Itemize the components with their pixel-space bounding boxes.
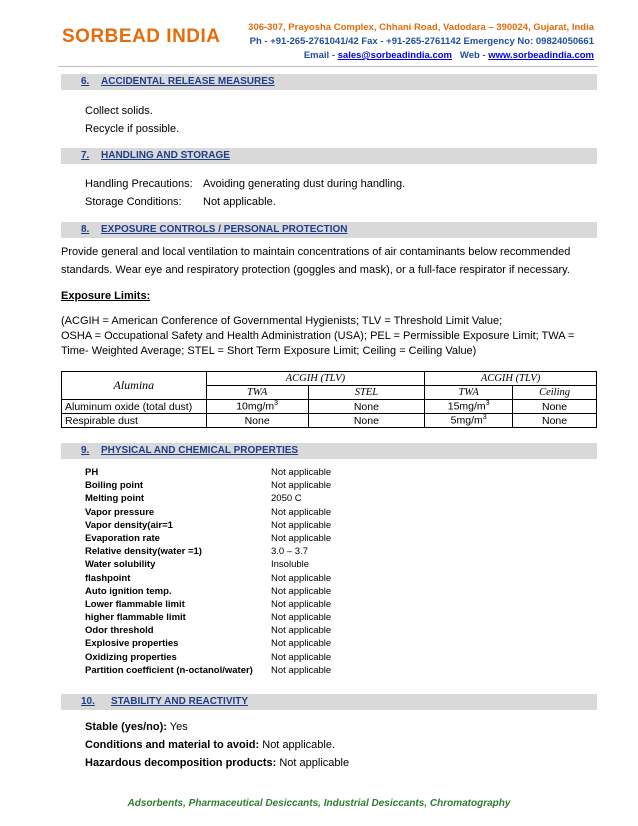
stable-row: Stable (yes/no): Yes: [85, 721, 188, 733]
table-corner-header: Alumina: [62, 372, 207, 400]
handling-label: Handling Precautions:: [85, 178, 193, 190]
section-7-title: HANDLING AND STORAGE: [101, 150, 230, 161]
table-cell: None: [206, 414, 308, 428]
abbreviations-paragraph: [61, 314, 574, 359]
section-8-header: [61, 222, 597, 238]
section-10-number: 10.: [81, 696, 95, 707]
table-cell: None: [513, 400, 597, 414]
email-link[interactable]: sales@sorbeadindia.com: [337, 50, 452, 61]
section-8-title: EXPOSURE CONTROLS / PERSONAL PROTECTION: [101, 224, 348, 235]
email-label: Email -: [303, 50, 338, 61]
table-cell: Respirable dust: [62, 414, 207, 428]
exposure-limits-heading: Exposure Limits:: [61, 290, 151, 302]
paragraph-line: (ACGIH = American Conference of Governmental Hygienists; TLV = Threshold Limit Value;: [61, 315, 503, 327]
section-10-header: [61, 694, 597, 710]
table-row: [62, 400, 597, 414]
storage-value: Not applicable.: [203, 196, 276, 208]
table-group-header: ACGIH (TLV): [206, 372, 425, 386]
table-cell: None: [513, 414, 597, 428]
section-10-title: STABILITY AND REACTIVITY: [111, 696, 249, 707]
section-8-paragraph: [61, 243, 570, 279]
table-cell: Aluminum oxide (total dust): [62, 400, 207, 414]
section-6-number: 6.: [81, 76, 90, 87]
table-cell: $10mg/m^3$: [206, 400, 308, 414]
table-cell: $15mg/m^3$: [425, 400, 513, 414]
section-6-line: Collect solids.: [85, 105, 153, 117]
web-label: Web -: [459, 50, 489, 61]
section-9-header: [61, 443, 597, 459]
section-6-line: Recycle if possible.: [85, 123, 180, 135]
footer-tagline: Adsorbents, Pharmaceutical Desiccants, Industrial Desiccants, Chromatography: [127, 798, 511, 809]
paragraph-line: Time- Weighted Average; STEL = Short Term Exposure Limit; Ceiling = Ceiling Value): [61, 345, 477, 357]
paragraph-line: standards. Wear eye and respiratory protection (goggles and mask), or a full-face respirator if necessary.: [61, 264, 570, 276]
section-9-title: PHYSICAL AND CHEMICAL PROPERTIES: [101, 445, 299, 456]
storage-label: Storage Conditions:: [85, 196, 182, 208]
section-8-number: 8.: [81, 224, 90, 235]
table-cell: None: [308, 400, 425, 414]
handling-value: Avoiding generating dust during handling.: [203, 178, 406, 190]
paragraph-line: Provide general and local ventilation to maintain concentrations of air contaminants below recommended: [61, 246, 571, 258]
table-header-row: [62, 372, 597, 386]
section-9-number: 9.: [81, 445, 90, 456]
company-logo-text: SORBEAD INDIA: [62, 26, 221, 47]
section-7-header: [61, 148, 597, 164]
section-6-body: [85, 102, 179, 138]
table-subheader: TWA: [206, 386, 308, 400]
section-10-body: [85, 718, 349, 772]
web-link[interactable]: www.sorbeadindia.com: [488, 50, 594, 61]
hazardous-row: Hazardous decomposition products: Not applicable: [85, 757, 350, 769]
conditions-row: Conditions and material to avoid: Not applicable.: [85, 739, 336, 751]
table-group-header: ACGIH (TLV): [425, 372, 597, 386]
section-6-title: ACCIDENTAL RELEASE MEASURES: [101, 76, 275, 87]
table-cell: $5mg/m^3$: [425, 414, 513, 428]
table-cell: None: [308, 414, 425, 428]
table-subheader: STEL: [308, 386, 425, 400]
table-subheader: TWA: [425, 386, 513, 400]
table-row: [62, 414, 597, 428]
exposure-limits-table: [61, 371, 597, 428]
table-subheader: Ceiling: [513, 386, 597, 400]
company-phone-line: Ph - +91-265-2761041/42 Fax - +91-265-2761142 Emergency No: 09824050661: [249, 36, 594, 47]
section-6-header: [61, 74, 597, 90]
company-contact-line: [304, 50, 594, 61]
header-divider: [58, 66, 598, 67]
paragraph-line: OSHA = Occupational Safety and Health Administration (USA); PEL = Permissible Exposure Limit; TWA =: [61, 330, 575, 342]
section-7-number: 7.: [81, 150, 90, 161]
company-address: 306-307, Prayosha Complex, Chhani Road, Vadodara – 390024, Gujarat, India: [248, 22, 594, 33]
